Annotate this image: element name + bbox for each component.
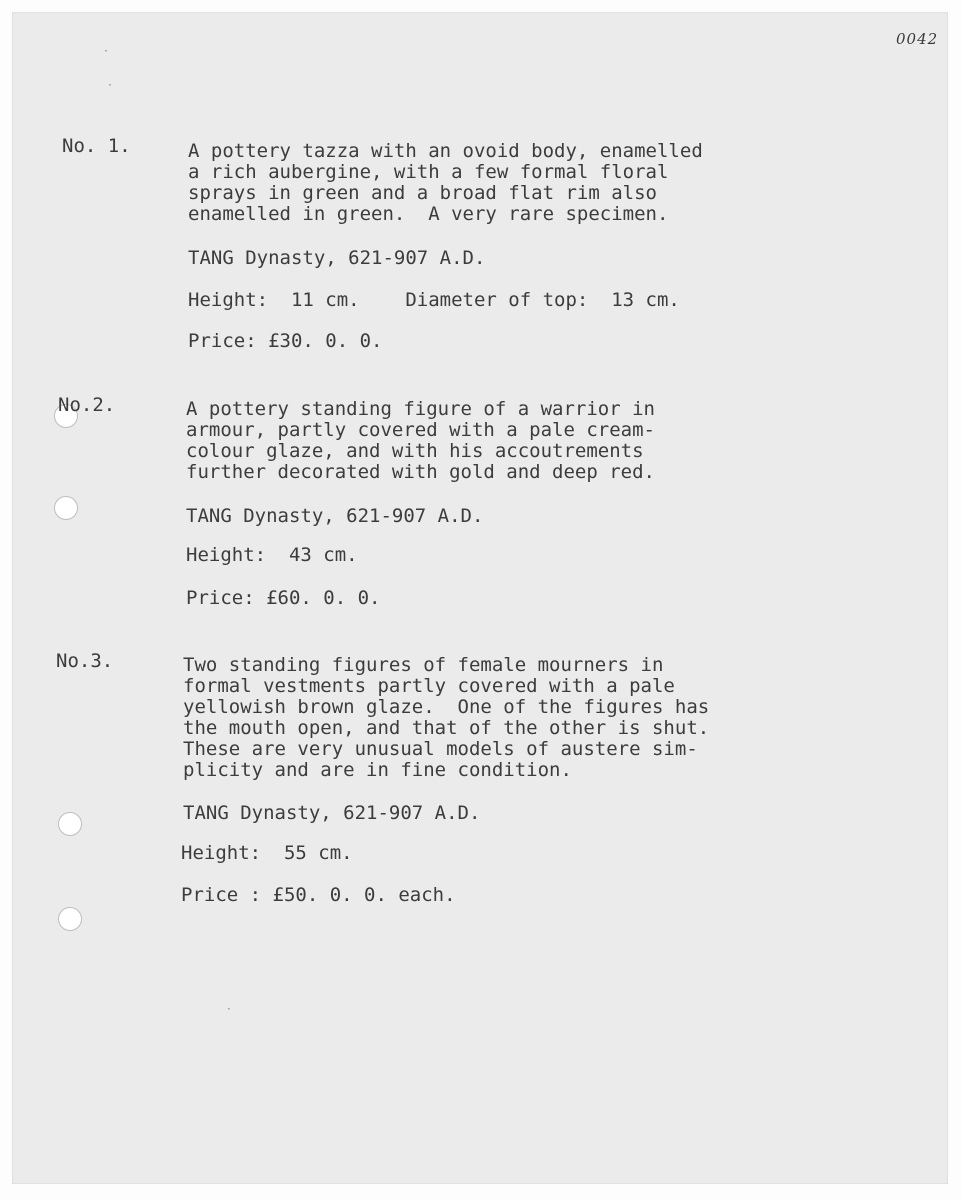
description-line: Two standing figures of female mourners in	[183, 654, 664, 676]
punch-hole	[58, 812, 82, 836]
description-line: A pottery tazza with an ovoid body, enamelled	[188, 140, 703, 162]
description-line: A pottery standing figure of a warrior in	[186, 398, 655, 420]
description-line: plicity and are in fine condition.	[183, 759, 572, 781]
item-number: No.3.	[56, 650, 114, 672]
paper-speck: ·	[104, 44, 108, 58]
paper-speck: ·	[108, 78, 112, 92]
description-line: formal vestments partly covered with a pale	[183, 675, 675, 697]
paper-sheet	[12, 12, 948, 1184]
price-line: Price: £30. 0. 0.	[188, 330, 383, 352]
dimensions-line: Height: 11 cm. Diameter of top: 13 cm.	[188, 289, 680, 311]
description-line: the mouth open, and that of the other is shut.	[183, 717, 710, 739]
punch-hole	[58, 907, 82, 931]
description-line: enamelled in green. A very rare specimen.	[188, 203, 669, 225]
description-line: a rich aubergine, with a few formal floral	[188, 161, 669, 183]
item-number: No. 1.	[62, 135, 131, 157]
page-number: 0042	[896, 30, 939, 48]
punch-hole	[54, 496, 78, 520]
item-number: No.2.	[58, 394, 116, 416]
description-line: colour glaze, and with his accoutrements	[186, 440, 644, 462]
period-line: TANG Dynasty, 621-907 A.D.	[188, 247, 486, 269]
description-line: sprays in green and a broad flat rim also	[188, 182, 657, 204]
period-line: TANG Dynasty, 621-907 A.D.	[183, 802, 481, 824]
description-line: These are very unusual models of austere sim-	[183, 738, 698, 760]
dimensions-line: Height: 55 cm.	[181, 842, 353, 864]
description-line: yellowish brown glaze. One of the figures has	[183, 696, 710, 718]
dimensions-line: Height: 43 cm.	[186, 544, 358, 566]
period-line: TANG Dynasty, 621-907 A.D.	[186, 505, 484, 527]
description-line: armour, partly covered with a pale cream-	[186, 419, 655, 441]
description-line: further decorated with gold and deep red.	[186, 461, 655, 483]
price-line: Price: £60. 0. 0.	[186, 587, 381, 609]
paper-speck: ·	[227, 1002, 231, 1016]
price-line: Price : £50. 0. 0. each.	[181, 884, 456, 906]
